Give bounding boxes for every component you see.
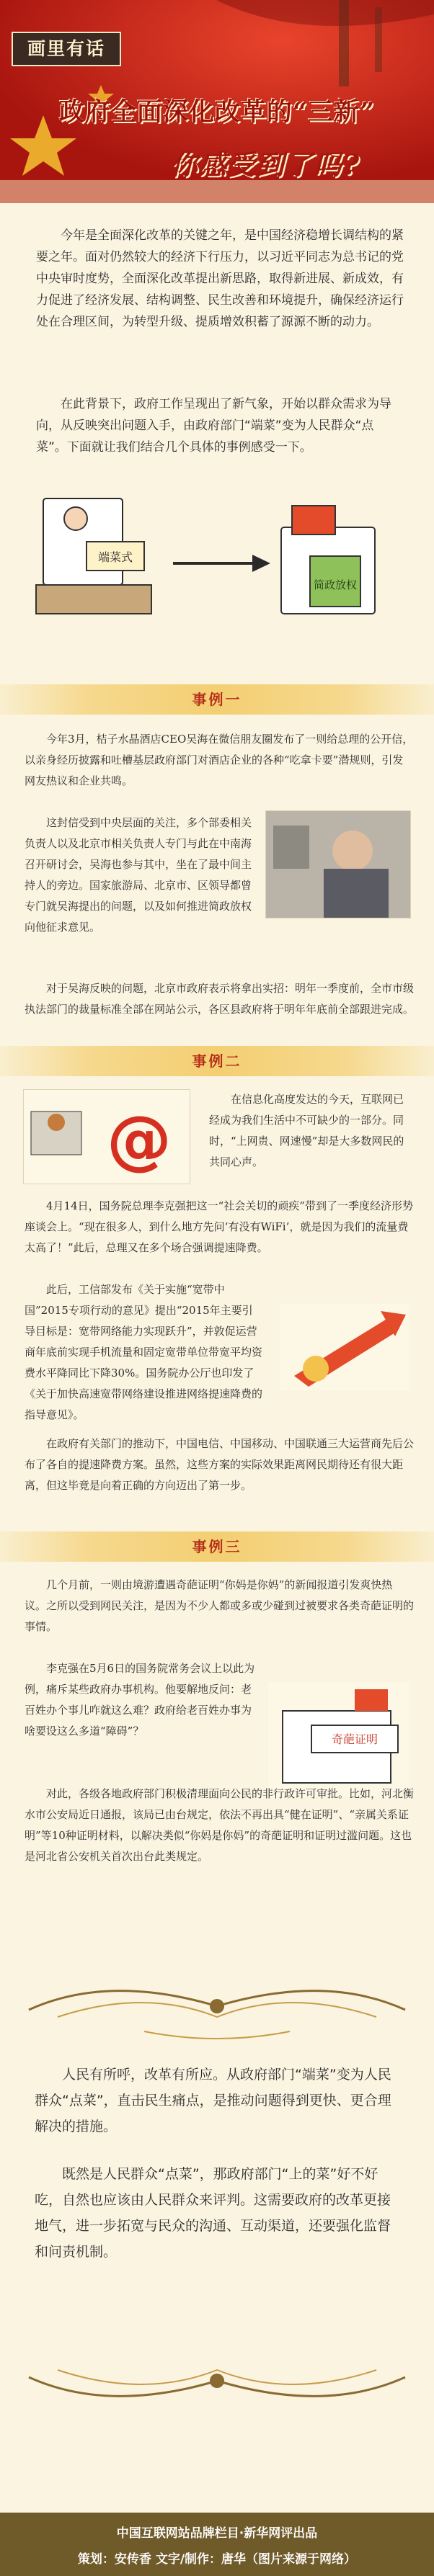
- header-banner: [0, 0, 434, 203]
- footer-credits: 策划：安传香 文字/制作：唐华（图片来源于网络）: [77, 2552, 357, 2567]
- sign-left-label: 端菜式: [97, 550, 133, 564]
- footer: [0, 2513, 434, 2576]
- conclusion-paragraph-1: 人民有所呼，改革有所应。从政府部门“端菜”变为人民群众“点菜”，直击民生痛点，是推动问题得到更快、更合理解决的措施。: [35, 2067, 391, 2134]
- case3-paragraph-2: 李克强在5月6日的国务院常务会议上以此为例，痛斥某些政府办事机构。他要解地反问：老百姓办个事儿咋就这么难？政府给老百姓办事为啥要设这么多道“障碍”？: [25, 1662, 255, 1738]
- case1-paragraph-3: 对于吴海反映的问题，北京市政府表示将拿出实招：明年一季度前，全市市级执法部门的裁量标准全部在网站公示，各区县政府将于明年年底前全部跟进完成。: [25, 982, 415, 1016]
- case2-illustration: [23, 1089, 190, 1184]
- case1-title: 事例一: [192, 691, 242, 708]
- case2-speed-illustration: [280, 1304, 409, 1390]
- sign-right-label: 简政放权: [313, 578, 358, 591]
- footer-producer: 中国互联网站品牌栏目·新华网评出品: [116, 2526, 318, 2541]
- case2-paragraph-1: 在信息化高度发达的今天，互联网已经成为我们生活中不可缺少的一部分。同时，“上网贵、网速慢”却是大多数网民的共同心声。: [209, 1093, 404, 1168]
- intro-paragraph-1: 今年是全面深化改革的关键之年，是中国经济稳增长调结构的紧要之年。面对仍然较大的经济下行压力，以习近平同志为总书记的党中央审时度势，全面深化改革提出新思路，取得新进展、新成效，有力促进了经济发展、结构调整、民生改善和环境提升，确保经济运行处在合理区间，为转型升级、提质增效积蓄了源源不断的动力。: [36, 228, 404, 329]
- at-icon: @: [107, 1102, 172, 1178]
- case2-banner: [0, 1046, 434, 1076]
- ornament-divider-bottom: [0, 2341, 434, 2420]
- ornament-divider: [0, 1967, 434, 2046]
- case2-paragraph-4: 在政府有关部门的推动下，中国电信、中国移动、中国联通三大运营商先后公布了各自的提速降费方案。虽然，这些方案的实际效果距离网民期待还有很大距离，但这毕竟是向着正确的方向迈出了第一步。: [25, 1437, 415, 1492]
- page-subtitle: 你感受到了吗?: [169, 148, 361, 181]
- brand-badge: 画里有话: [12, 32, 121, 66]
- case2-paragraph-3: 此后，工信部发布《关于实施“宽带中国”2015专项行动的意见》提出“2015年主要引导目标是：宽带网络能力实现跃升”，并敦促运营商年底前实现手机流量和固定宽带单位带宽平均资费水平降同比下降30%。国务院办公厅也印发了《关于加快高速宽带网络建设推进网络提速降费的指导意见》。: [25, 1283, 263, 1421]
- case1-banner: [0, 684, 434, 715]
- intro-cartoon: [22, 484, 411, 643]
- case3-illustration: [268, 1682, 409, 1797]
- case3-paragraph-3: 对此，各级各地政府部门积极清理面向公民的非行政许可审批。比如，河北衡水市公安局近日通报，该局已由台规定，依法不再出具“健在证明”、“亲属关系证明”等10种证明材料，以解决类似“你妈是你妈”的奇葩证明和证明过滥问题。这也是河北省公安机关首次出台此类规定。: [25, 1787, 415, 1863]
- case1-photo: [265, 810, 411, 918]
- case3-paragraph-1: 几个月前，一则由境游遭遇奇葩证明“你妈是你妈”的新闻报道引发爽快热议。之所以受到网民关注，是因为不少人都或多或少碰到过被要求各类奇葩证明的事情。: [25, 1578, 415, 1633]
- odd-proof-sign: 奇葩证明: [331, 1732, 378, 1746]
- case1-paragraph-1: 今年3月，桔子水晶酒店CEO吴海在微信朋友圈发布了一则给总理的公开信，以亲身经历披露和吐槽基层政府部门对酒店企业的各种“吃拿卡要”潜规则，引发网友热议和企业共鸣。: [25, 733, 414, 787]
- intro-paragraph-2: 在此背景下，政府工作呈现出了新气象，开始以群众需求为导向，从反映突出问题入手，由政府部门“端菜”变为人民群众“点菜”。下面就让我们结合几个具体的事例感受一下。: [36, 397, 391, 455]
- case3-title: 事例三: [192, 1538, 242, 1555]
- case3-banner: [0, 1531, 434, 1562]
- case2-title: 事例二: [192, 1052, 242, 1070]
- case2-paragraph-2: 4月14日，国务院总理李克强把这一“社会关切的顽疾”带到了一季度经济形势座谈会上。“现在很多人，到什么地方先问‘有没有WiFi’，就是因为我们的流量费太高了！”此后，总理又在多个场合强调提速降费。: [25, 1199, 413, 1254]
- page-title: 政府全面深化改革的“三新”: [58, 97, 376, 127]
- conclusion-paragraph-2: 既然是人民群众“点菜”，那政府部门“上的菜”好不好吃，自然也应该由人民群众来评判。这需要政府的改革更接地气，进一步拓宽与民众的沟通、互动渠道，还要强化监督和问责机制。: [35, 2166, 391, 2260]
- case1-paragraph-2: 这封信受到中央层面的关注，多个部委相关负责人以及北京市相关负责人专门与此在中南海召开研讨会，吴海也参与其中，坐在了最中间主持人的旁边。国家旅游局、北京市、区领导都曾专门就吴海提出的问题，以及如何推进简政放权向他征求意见。: [25, 816, 252, 934]
